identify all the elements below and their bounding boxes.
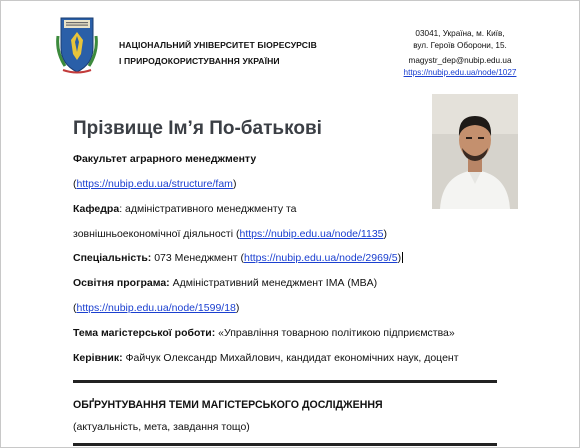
section-subtitle: (актуальність, мета, завдання тощо)	[73, 421, 250, 433]
website-link[interactable]: https://nubip.edu.ua/node/1027	[403, 67, 517, 77]
section-title: ОБҐРУНТУВАННЯ ТЕМИ МАГІСТЕРСЬКОГО ДОСЛІДЖЕННЯ	[73, 399, 383, 411]
department-line2: зовнішньоекономічної діяльності (https://nubip.edu.ua/node/1135)	[73, 228, 388, 240]
program-label: Освітня програма:	[73, 277, 170, 289]
department-line1	[73, 203, 297, 215]
contact-email: magystr_dep@nubip.edu.ua	[408, 56, 512, 65]
department-text1: : адміністративного менеджменту та	[119, 203, 297, 215]
program-link-line: (https://nubip.edu.ua/node/1599/18)	[73, 302, 240, 314]
program-text: Адміністративний менеджмент ІМА (MBA)	[169, 277, 378, 289]
student-full-name: Прізвище Ім’я По-батькові	[73, 118, 322, 139]
program-line	[73, 277, 377, 289]
university-name-line1: НАЦІОНАЛЬНИЙ УНІВЕРСИТЕТ БІОРЕСУРСІВ	[119, 40, 317, 50]
student-photo	[432, 94, 518, 209]
text-cursor	[402, 252, 403, 263]
section-divider-top	[73, 380, 497, 383]
supervisor-text: Файчук Олександр Михайлович, кандидат економічних наук, доцент	[122, 352, 459, 364]
supervisor-line	[73, 352, 459, 364]
faculty-name: Факультет аграрного менеджменту	[73, 153, 257, 165]
department-text2: зовнішньоекономічної діяльності (	[73, 228, 240, 240]
section-divider-bottom	[73, 443, 497, 446]
contact-block	[375, 28, 545, 78]
specialty-link[interactable]: https://nubip.edu.ua/node/2969/5	[244, 252, 398, 264]
thesis-line	[73, 327, 455, 339]
university-name-line2: І ПРИРОДОКОРИСТУВАННЯ УКРАЇНИ	[119, 56, 280, 66]
supervisor-label: Керівник:	[73, 352, 123, 364]
thesis-text: «Управління товарною політикою підприємства»	[215, 327, 455, 339]
specialty-text: 073 Менеджмент (	[151, 252, 244, 264]
faculty-link-line: (https://nubip.edu.ua/structure/fam)	[73, 178, 237, 190]
address-line2: вул. Героїв Оборони, 15.	[413, 40, 507, 50]
faculty-link[interactable]: https://nubip.edu.ua/structure/fam	[76, 178, 233, 190]
program-link[interactable]: https://nubip.edu.ua/node/1599/18	[76, 302, 236, 314]
department-link[interactable]: https://nubip.edu.ua/node/1135	[239, 228, 384, 240]
department-label: Кафедра	[73, 203, 120, 215]
specialty-label: Спеціальність:	[73, 252, 152, 264]
address-line1: 03041, Україна, м. Київ,	[415, 29, 505, 38]
university-crest-icon	[55, 14, 99, 76]
thesis-label: Тема магістерської роботи:	[73, 327, 216, 339]
specialty-line: Спеціальність: 073 Менеджмент (https://nubip.edu.ua/node/2969/5)	[73, 252, 402, 264]
